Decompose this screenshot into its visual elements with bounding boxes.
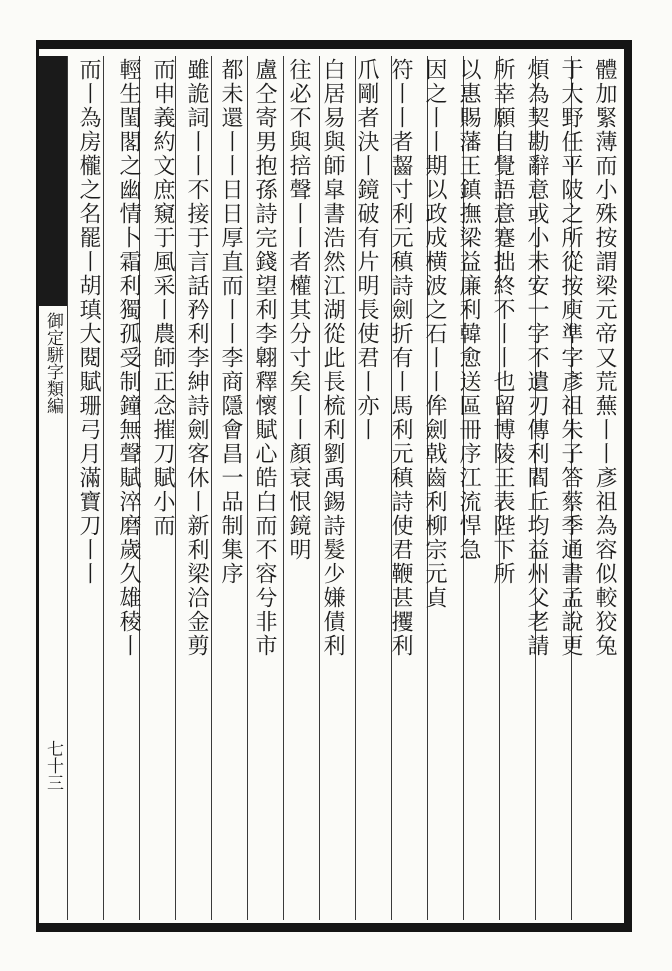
text-column-16: 而丨為房櫳之名罷丨胡瑱大閱賦珊弓月滿寶刀丨丨 <box>76 58 101 586</box>
frame-right-border <box>624 40 632 932</box>
margin-book-title: 御定駢字類編 <box>43 312 63 414</box>
column-rule <box>67 56 68 920</box>
text-column-12: 都未還丨丨日日厚直而丨丨李商隱會昌一品制集序 <box>218 58 243 586</box>
text-column-1: 體加緊薄而小殊按謂梁元帝又荒蕪丨丨彥祖為容似較狡兔 <box>592 58 617 658</box>
text-column-14: 而申義約文庶窺于風采丨農師正念摧刀賦小而 <box>150 58 175 538</box>
margin-bracket <box>38 300 64 310</box>
text-column-15: 輕生閨閣之幽情卜霜利獨孤受制鐘無聲賦淬磨歲久雄稜丨 <box>116 58 141 658</box>
text-column-7: 符丨丨者齧寸利元稹詩劍折有丨馬利元稹詩使君鞭甚攫利 <box>388 58 413 658</box>
page-number: 七十三 <box>43 740 63 791</box>
text-column-9: 白居易與師皐書浩然江湖從此長梳利劉禹錫詩髮少嫌債利 <box>320 58 345 658</box>
margin-fishtail-block <box>38 56 66 306</box>
text-column-10: 往必不與掊聲丨丨者權其分寸矣丨丨顏衰恨鏡明 <box>286 58 311 562</box>
text-column-3: 煩為契勘辭意或小未安一字不遺刃傳利閻丘均益州父老請 <box>524 58 549 658</box>
text-column-11: 盧仝寄男抱孫詩完錢望利李翺釋懷賦心皓白而不容兮非市 <box>252 58 277 658</box>
frame-top-border <box>36 40 632 49</box>
text-column-5: 以惠賜藩王鎮撫梁益廉利韓愈送區冊序江流悍急 <box>456 58 481 562</box>
text-column-6: 因之丨丨期以政成横波之石丨丨侔劍戟齒利柳宗元貞 <box>422 58 447 610</box>
text-column-2: 于大野任平陂之所從按庾準字彥祖朱子答蔡季通書孟說更 <box>558 58 583 658</box>
text-column-8: 爪剛者決丨鏡破有片明長使君丨亦丨 <box>354 58 379 442</box>
text-column-13: 雖詭詞丨丨不接于言話矜利李紳詩劍客休丨新利梁洽金剪 <box>184 58 209 658</box>
text-column-4: 所幸願自覺語意蹇拙終不丨丨也留博陵王表陛下所 <box>490 58 515 586</box>
frame-bottom-border <box>36 923 632 932</box>
